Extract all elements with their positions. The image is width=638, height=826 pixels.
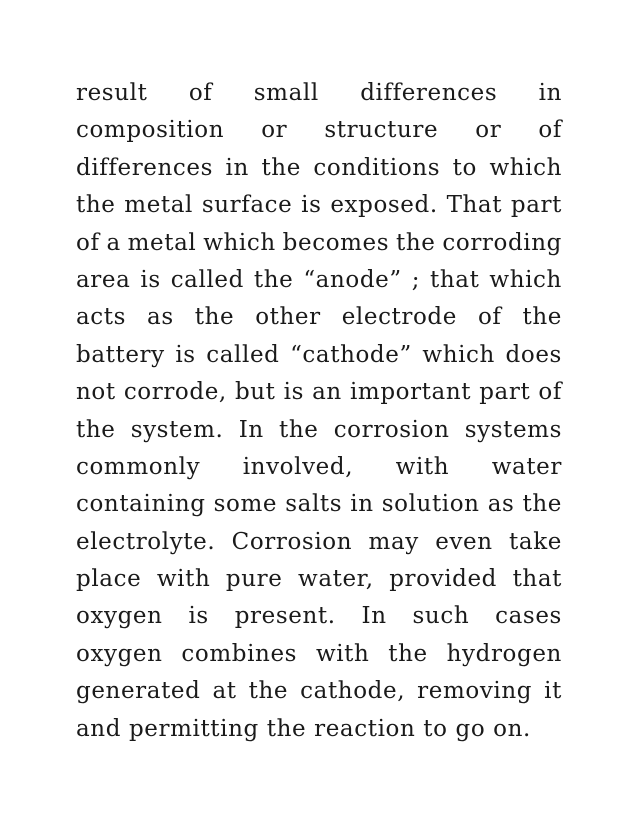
text-word: the xyxy=(522,491,562,518)
text-word: systems xyxy=(464,416,562,443)
text-word: such xyxy=(412,603,470,630)
text-word: containing xyxy=(76,491,206,518)
text-word: the xyxy=(253,266,294,293)
text-word: at xyxy=(212,678,237,705)
text-line xyxy=(76,150,562,187)
text-word: involved, xyxy=(242,453,354,480)
text-word: combines xyxy=(181,640,298,667)
text-word: place xyxy=(76,566,142,593)
text-line: and permitting the reaction to go on. xyxy=(76,715,531,742)
text-word: of xyxy=(76,229,100,256)
text-word: as xyxy=(147,304,174,331)
text-word: a xyxy=(106,229,121,256)
text-word: of xyxy=(188,80,213,106)
text-word: in xyxy=(225,154,249,181)
text-word: electrode xyxy=(341,304,457,331)
text-word: or xyxy=(261,117,288,144)
text-word: part xyxy=(479,379,531,406)
text-line xyxy=(76,412,562,449)
text-line xyxy=(76,561,562,598)
text-word: corroding xyxy=(442,229,562,256)
text-word: which xyxy=(422,341,495,368)
text-word: “anode” xyxy=(303,266,402,293)
text-word: with xyxy=(156,566,211,593)
text-word: In xyxy=(238,416,264,443)
text-word: corrode, xyxy=(123,379,227,406)
text-line xyxy=(76,75,562,112)
text-word: area xyxy=(76,266,131,293)
text-line xyxy=(76,486,562,523)
text-word: result xyxy=(76,80,148,106)
text-word: that xyxy=(430,266,480,293)
text-word: electrolyte. xyxy=(76,528,216,555)
text-word: may xyxy=(368,528,419,555)
text-word: “cathode” xyxy=(290,341,412,368)
text-word: which xyxy=(489,266,562,293)
text-line xyxy=(76,449,562,486)
text-word: the xyxy=(76,192,116,219)
paragraph xyxy=(76,75,562,748)
text-word: salts xyxy=(285,491,343,518)
text-word: corrosion xyxy=(333,416,450,443)
text-word: structure xyxy=(324,117,439,144)
text-line xyxy=(76,337,562,374)
text-word: That xyxy=(446,192,503,219)
text-word: present. xyxy=(234,603,336,630)
text-word: in xyxy=(350,491,374,518)
text-word: battery xyxy=(76,341,165,368)
text-word: to xyxy=(452,154,477,181)
text-line xyxy=(76,636,562,673)
text-word: of xyxy=(477,304,502,331)
text-word: other xyxy=(255,304,321,331)
text-line xyxy=(76,374,562,411)
text-word: called xyxy=(206,341,280,368)
text-word: with xyxy=(395,453,450,480)
text-word: the xyxy=(279,416,319,443)
text-word: the xyxy=(194,304,235,331)
text-word: generated xyxy=(76,678,201,705)
text-word: surface xyxy=(201,192,293,219)
text-word: hydrogen xyxy=(446,640,562,667)
text-word: composition xyxy=(76,117,225,144)
text-line xyxy=(76,524,562,561)
text-word: is xyxy=(175,341,196,368)
text-word: conditions xyxy=(313,154,441,181)
text-word: metal xyxy=(124,192,194,219)
text-word: acts xyxy=(76,304,127,331)
text-word: oxygen xyxy=(76,603,163,630)
text-word: is xyxy=(301,192,322,219)
text-word: take xyxy=(509,528,562,555)
text-word: an xyxy=(312,379,342,406)
text-word: the xyxy=(248,678,289,705)
text-word: that xyxy=(512,566,562,593)
text-line xyxy=(76,187,562,224)
text-word: cases xyxy=(495,603,562,630)
text-word: In xyxy=(361,603,387,630)
text-word: some xyxy=(213,491,278,518)
text-word: called xyxy=(170,266,244,293)
text-line xyxy=(76,598,562,635)
text-word: which xyxy=(203,229,276,256)
text-word: even xyxy=(435,528,493,555)
text-word: in xyxy=(538,80,562,106)
text-word: the xyxy=(396,229,436,256)
text-word: it xyxy=(544,678,562,705)
text-line xyxy=(76,673,562,710)
text-word: solution xyxy=(381,491,480,518)
text-word: water xyxy=(491,453,562,480)
text-word: removing xyxy=(417,678,533,705)
text-word: commonly xyxy=(76,453,201,480)
text-word: is xyxy=(140,266,161,293)
text-line xyxy=(76,225,562,262)
text-word: differences xyxy=(76,154,214,181)
text-word: cathode, xyxy=(300,678,406,705)
text-word: of xyxy=(538,379,562,406)
text-word: becomes xyxy=(282,229,390,256)
text-word: part xyxy=(510,192,562,219)
text-word: exposed. xyxy=(330,192,438,219)
text-word: Corrosion xyxy=(231,528,353,555)
text-word: system. xyxy=(130,416,224,443)
text-word: small xyxy=(253,80,319,106)
text-word: of xyxy=(538,117,562,144)
text-word: important xyxy=(349,379,472,406)
text-word: is xyxy=(283,379,304,406)
text-word: not xyxy=(76,379,116,406)
text-word: metal xyxy=(127,229,197,256)
text-word: the xyxy=(76,416,116,443)
text-word: which xyxy=(489,154,562,181)
text-word: is xyxy=(188,603,209,630)
text-word: the xyxy=(388,640,428,667)
text-word: does xyxy=(505,341,562,368)
text-word: oxygen xyxy=(76,640,163,667)
text-word: the xyxy=(261,154,301,181)
text-line xyxy=(76,262,562,299)
text-word: provided xyxy=(389,566,498,593)
text-word: but xyxy=(234,379,276,406)
text-line xyxy=(76,112,562,149)
text-word: water, xyxy=(298,566,374,593)
text-word: ; xyxy=(411,266,421,293)
text-word: the xyxy=(522,304,562,331)
text-word: pure xyxy=(225,566,283,593)
text-word: as xyxy=(487,491,515,518)
text-word: or xyxy=(475,117,502,144)
text-line xyxy=(76,299,562,336)
text-word: differences xyxy=(360,80,498,106)
text-word: with xyxy=(315,640,370,667)
